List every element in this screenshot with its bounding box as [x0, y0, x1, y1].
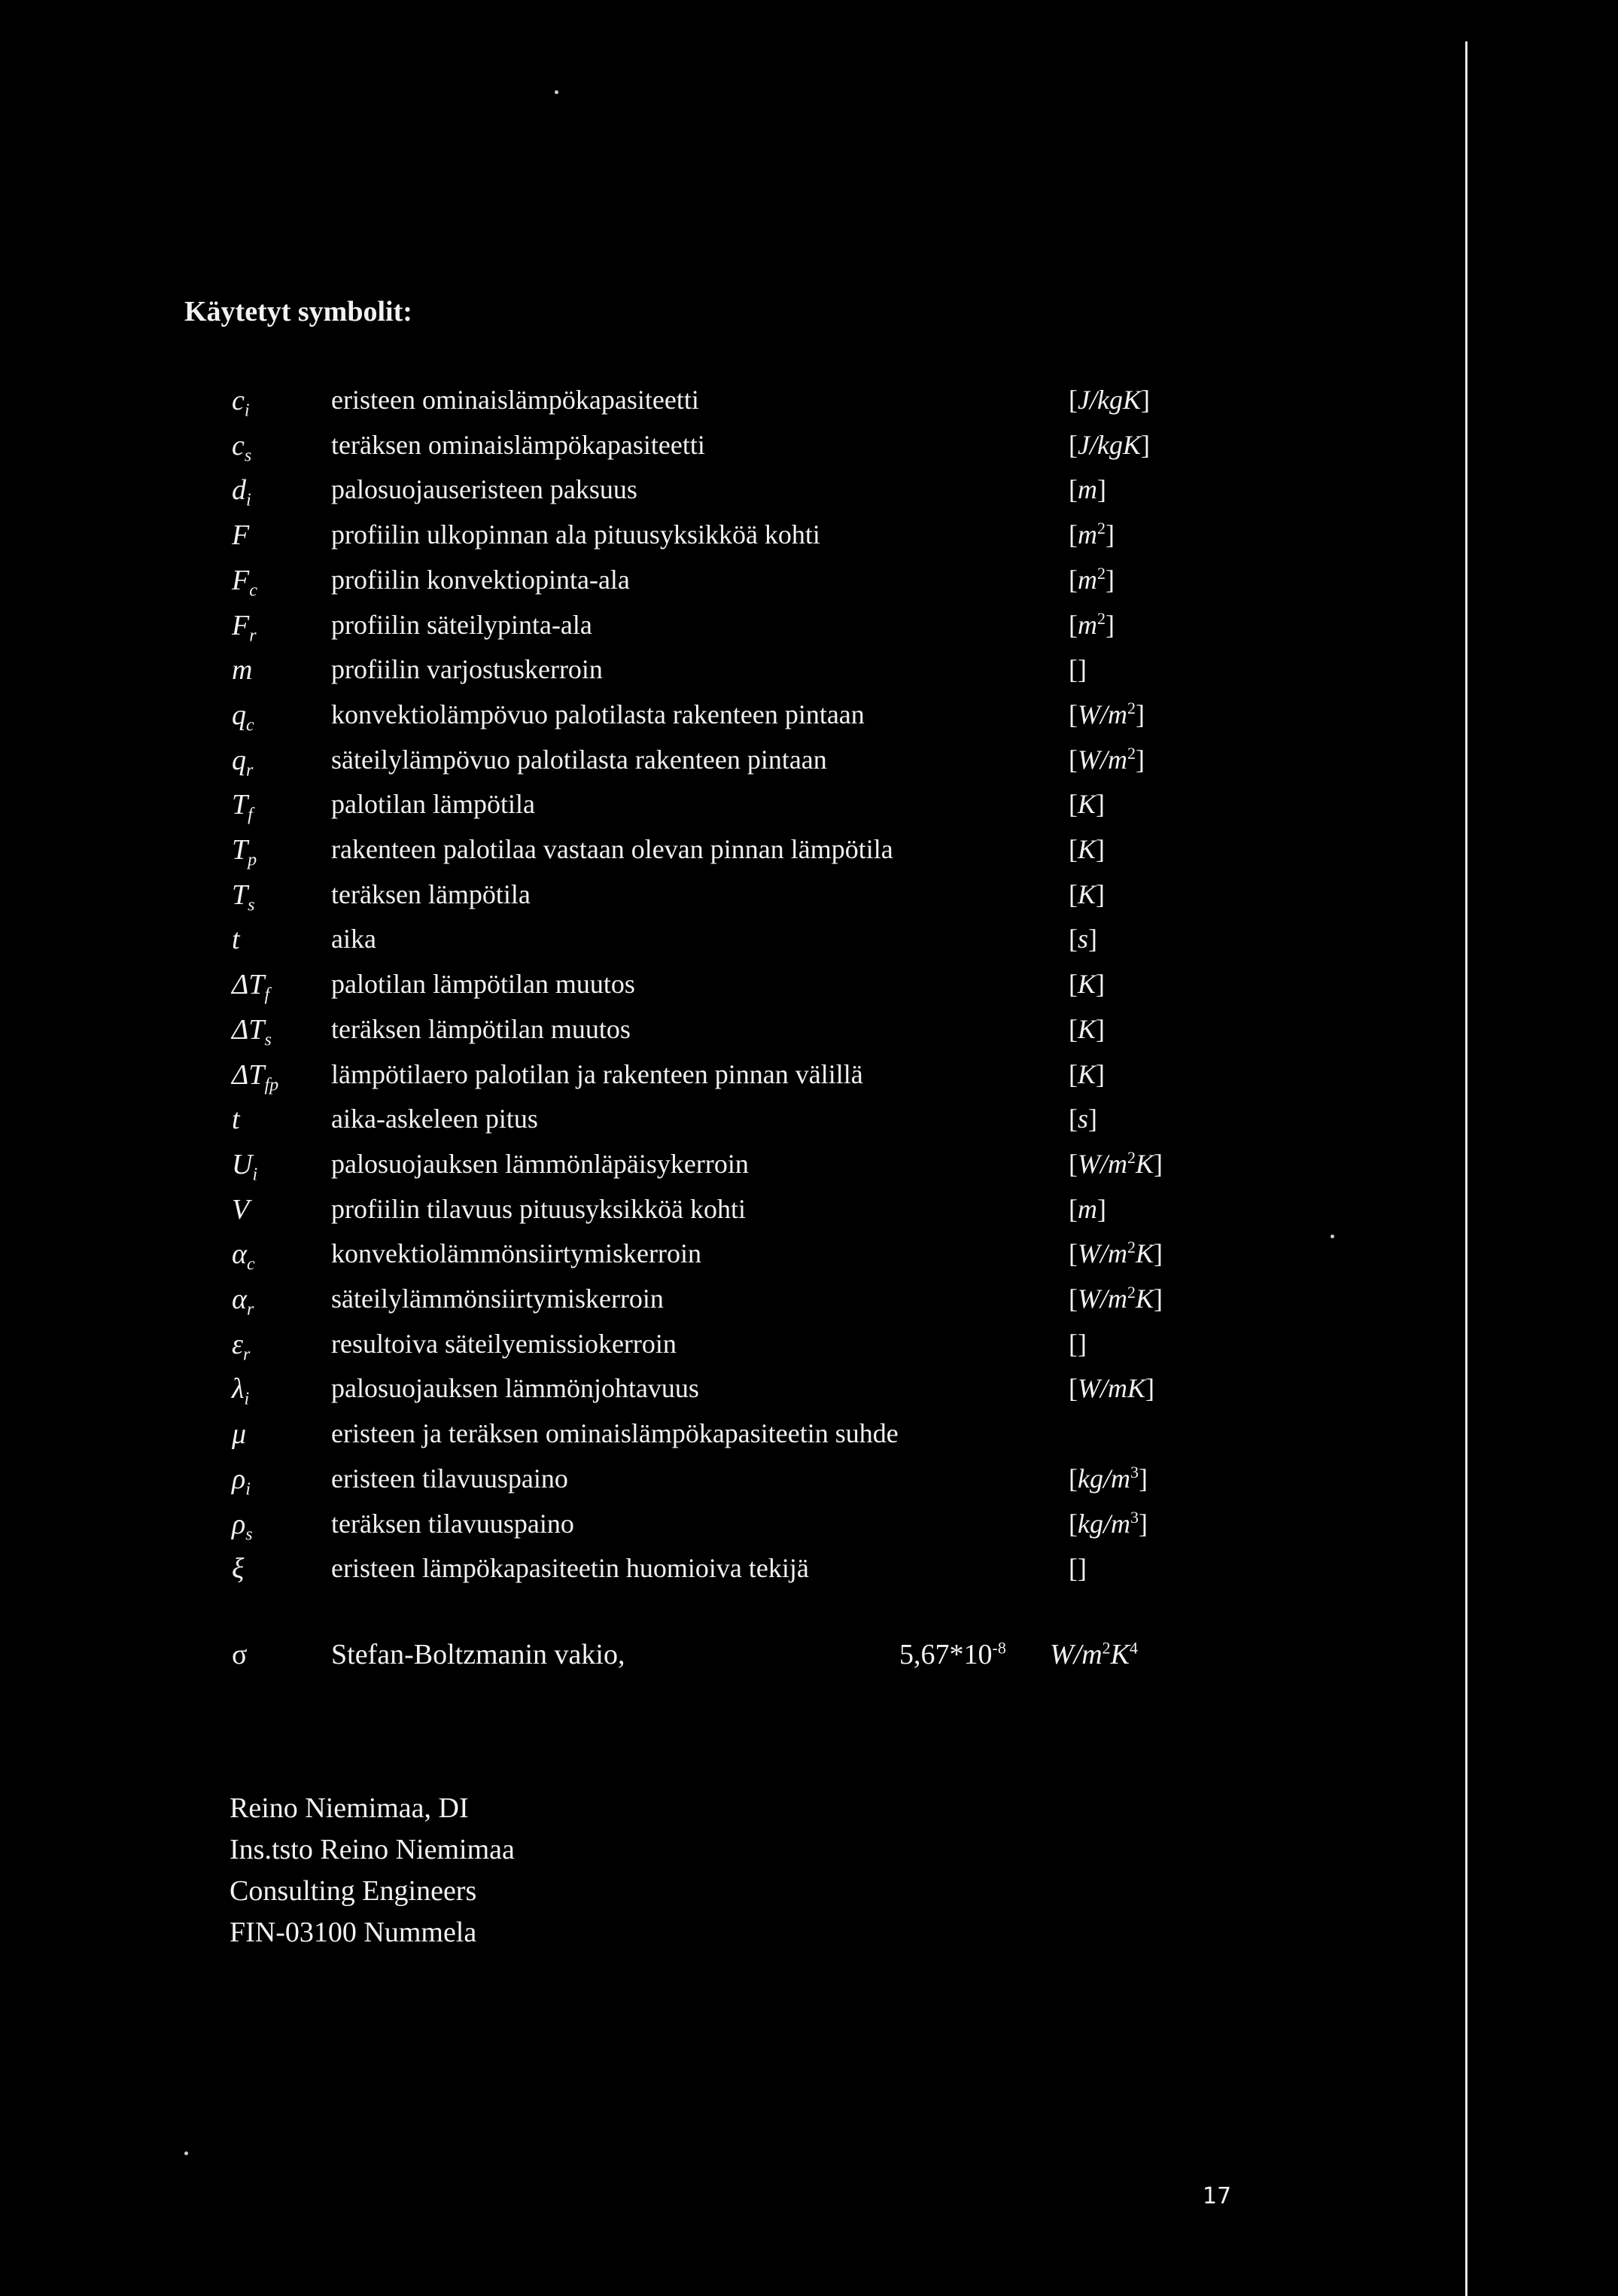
symbol: $\Delta T_s$ — [232, 1014, 272, 1050]
description: palosuojauksen lämmönjohtavuus — [331, 1373, 699, 1403]
unit: $[kg/m^3]$ — [1069, 1463, 1148, 1494]
symbol: V — [232, 1194, 250, 1226]
symbol: $T_f$ — [232, 789, 253, 825]
symbol: $\lambda_i$ — [232, 1373, 250, 1409]
unit: [m] — [1069, 474, 1106, 504]
constant-unit: $W/m^2K^4$ — [1050, 1638, 1139, 1670]
symbol: t — [232, 924, 240, 955]
unit: $[W/m^2K]$ — [1069, 1283, 1163, 1314]
description: aika — [331, 924, 376, 954]
unit: [] — [1069, 1329, 1087, 1359]
unit: [m] — [1069, 1194, 1106, 1224]
description: eristeen tilavuuspaino — [331, 1463, 568, 1494]
symbol: $\Delta T_f$ — [232, 969, 270, 1005]
description: palotilan lämpötila — [331, 789, 535, 819]
unit: $[W/m^2]$ — [1069, 744, 1145, 775]
description: palosuojauksen lämmönläpäisykerroin — [331, 1149, 749, 1179]
description: resultoiva säteilyemissiokerroin — [331, 1329, 677, 1359]
symbol: m — [232, 654, 253, 686]
author-line: Consulting Engineers — [230, 1875, 477, 1907]
symbol: $\rho_i$ — [232, 1463, 251, 1500]
unit: $[m^2]$ — [1069, 609, 1115, 640]
unit: [] — [1069, 654, 1087, 684]
symbol: $\alpha_r$ — [232, 1284, 254, 1320]
description: profiilin säteilypinta-ala — [331, 610, 592, 640]
description: palotilan lämpötilan muutos — [331, 969, 635, 999]
description: konvektiolämpövuo palotilasta rakenteen pintaan — [331, 699, 865, 729]
description: säteilylämmönsiirtymiskerroin — [331, 1284, 664, 1314]
symbol: $\alpha_c$ — [232, 1238, 255, 1274]
unit: $[m^2]$ — [1069, 564, 1115, 595]
symbol: $c_i$ — [232, 385, 250, 421]
description: eristeen ja teräksen ominaislämpökapasiteetin suhde — [331, 1418, 899, 1448]
unit: $[W/m^2]$ — [1069, 699, 1145, 729]
symbol: $T_s$ — [232, 879, 255, 915]
unit: [K] — [1069, 1014, 1106, 1044]
author-line: FIN-03100 Nummela — [230, 1917, 477, 1948]
description: teräksen lämpötilan muutos — [331, 1014, 631, 1044]
symbol: $T_p$ — [232, 834, 257, 870]
symbol: $F_r$ — [232, 610, 257, 646]
symbol: $\Delta T_{fp}$ — [232, 1059, 279, 1095]
unit: $[W/m^2K]$ — [1069, 1148, 1163, 1179]
symbol: $F_c$ — [232, 565, 257, 601]
symbol: σ — [232, 1639, 248, 1670]
unit: [K] — [1069, 834, 1106, 864]
author-line: Ins.tsto Reino Niemimaa — [230, 1834, 515, 1865]
unit: [J/kgK] — [1069, 430, 1150, 460]
author-line: Reino Niemimaa, DI — [230, 1792, 469, 1824]
constant-value: $5,67*10^{-8}$ — [899, 1638, 1006, 1670]
description: profiilin varjostuskerroin — [331, 654, 603, 684]
unit: $[m^2]$ — [1069, 519, 1115, 550]
unit: [K] — [1069, 1059, 1106, 1089]
description: rakenteen palotilaa vastaan olevan pinnan lämpötila — [331, 834, 893, 864]
description: eristeen ominaislämpökapasiteetti — [331, 385, 699, 415]
scan-speck — [1331, 1235, 1334, 1238]
unit: [s] — [1069, 1104, 1098, 1134]
symbol: $\rho_s$ — [232, 1509, 253, 1545]
symbol: F — [232, 519, 250, 551]
symbol: $\varepsilon_r$ — [232, 1329, 251, 1365]
description: teräksen ominaislämpökapasiteetti — [331, 430, 705, 460]
right-margin-rule — [1465, 41, 1467, 2296]
description: teräksen lämpötila — [331, 879, 531, 909]
description: profiilin ulkopinnan ala pituusyksikköä kohti — [331, 519, 820, 550]
description: säteilylämpövuo palotilasta rakenteen pintaan — [331, 745, 827, 775]
unit: [] — [1069, 1553, 1087, 1583]
description: eristeen lämpökapasiteetin huomioiva tekijä — [331, 1553, 809, 1583]
unit: [K] — [1069, 969, 1106, 999]
description: Stefan-Boltzmanin vakio, — [331, 1639, 625, 1670]
description: palosuojauseristeen paksuus — [331, 474, 637, 504]
unit: $[kg/m^3]$ — [1069, 1508, 1148, 1539]
description: profiilin konvektiopinta-ala — [331, 565, 630, 595]
unit: [K] — [1069, 789, 1106, 819]
author-block — [230, 1788, 515, 1953]
description: konvektiolämmönsiirtymiskerroin — [331, 1238, 701, 1268]
description: aika-askeleen pitus — [331, 1104, 538, 1134]
description: lämpötilaero palotilan ja rakenteen pinnan välillä — [331, 1059, 863, 1089]
page-title: Käytetyt symbolit: — [184, 296, 412, 327]
symbol: $d_i$ — [232, 474, 251, 510]
symbol: ξ — [232, 1553, 245, 1585]
scan-speck — [555, 90, 558, 94]
symbol: t — [232, 1104, 240, 1135]
unit: [W/mK] — [1069, 1373, 1154, 1403]
scan-speck — [184, 2151, 188, 2155]
unit: [J/kgK] — [1069, 385, 1150, 415]
unit: $[W/m^2K]$ — [1069, 1238, 1163, 1268]
symbol: $q_r$ — [232, 745, 254, 781]
description: teräksen tilavuuspaino — [331, 1509, 574, 1539]
symbol: $c_s$ — [232, 430, 252, 466]
unit: [s] — [1069, 924, 1098, 954]
symbol: $U_i$ — [232, 1149, 258, 1185]
symbol: $q_c$ — [232, 699, 254, 735]
description: profiilin tilavuus pituusyksikköä kohti — [331, 1194, 746, 1224]
unit: [K] — [1069, 879, 1106, 909]
symbol: μ — [232, 1418, 247, 1450]
page-number: 17 — [1203, 2183, 1232, 2209]
